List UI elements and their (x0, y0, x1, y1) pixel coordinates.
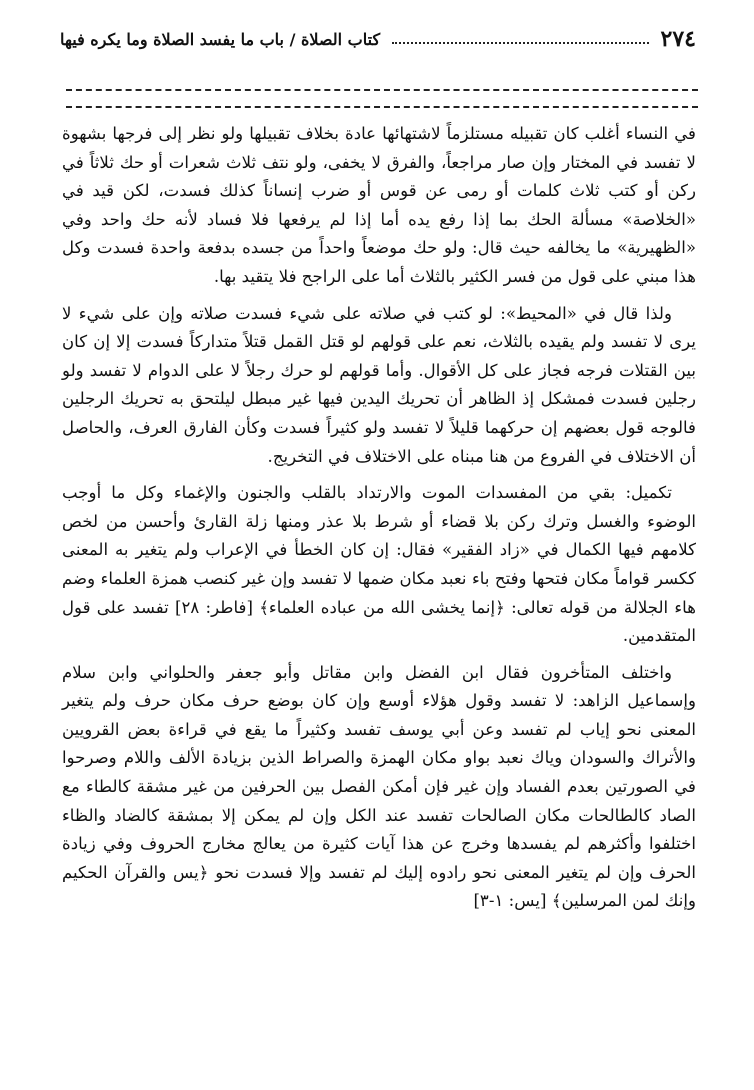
running-header (60, 22, 696, 56)
paragraph-3: تكميل: بقي من المفسدات الموت والارتداد بالقلب والجنون والإغماء وكل ما أوجب الوضوء والغسل وترك ركن بلا قضاء أو شرط بلا عذر ومنها زلة القارئ وأحسن من لخص كلامهم فيها الكمال في «زاد الفقير» فقال: إن كان الخطأ في الإعراب ولم يتغير به المعنى ككسر قواماً مكان فتحها وفتح باء نعبد مكان ضمها لا تفسد وإن غير كنصب همزة العلماء وضم هاء الجلالة من قوله تعالى: ﴿إنما يخشى الله من عباده العلماء﴾ [فاطر: ٢٨] تفسد على قول المتقدمين. (62, 483, 696, 646)
header-rule-top (66, 89, 698, 91)
paragraph-4: واختلف المتأخرون فقال ابن الفضل وابن مقاتل وأبو جعفر والحلواني وابن سلام وإسماعيل الزاهد: لا تفسد وقول هؤلاء أوسع وإن كان بوضع حرف مكان حرف ولم يتغير المعنى نحو إياب لم تفسد وعن أبي يوسف تفسد وكثيراً ما يقع في قراءة بعض القرويين والأتراك والسودان وياك نعبد بواو مكان الهمزة والصراط الذين بزيادة الألف واللام وصرحوا في الصورتين بعدم الفساد وإن غير فإن أمكن الفصل بين الحرفين من غير مشقة كالطاء مع الصاد كالطالحات مكان الصالحات تفسد عند الكل وإن لم يمكن إلا بمشقة كالضاد والظاء اختلفوا وأكثرهم لم يفسدها وخرج عن هذا آيات كثيرة من يعالج مخارج الحروف وفي زيادة الحرف وإن لم يتغير المعنى نحو رادوه إليك لم تفسد وإلا فسدت نحو ﴿يس والقرآن الحكيم وإنك لمن المرسلين﴾ [يس: ١-٣] (62, 662, 696, 911)
header-title: كتاب الصلاة / باب ما يفسد الصلاة وما يكره فيها (60, 29, 381, 49)
body-text (62, 120, 696, 924)
header-dotted-leader (392, 42, 648, 44)
header-rule-bottom (66, 106, 698, 108)
page-number: ٢٧٤ (660, 26, 696, 52)
paragraph-1: في النساء أغلب كان تقبيله مستلزماً لاشتهائها عادة بخلاف تقبيلها ولو نظر إلى فرجها بشهوة لا تفسد في المختار وإن صار مراجعاً، والفرق لا يخفى، ولو نتف ثلاث شعرات أو حك ثلاثاً في ركن أو كتب ثلاث كلمات أو رمى عن قوس أو ضرب إنساناً كذلك فسدت، لكن قيد في «الخلاصة» مسألة الحك بما إذا رفع يده أما إذا لم يرفعها فلا فساد لأنه حك واحد وفي «الظهيرية» ما يخالفه حيث قال: ولو حك موضعاً واحداً من جسده بدفعة واحدة فسدت وكل هذا مبني على قول من فسر الكثير بالثلاث أما على الراجح فلا يتقيد بها. (62, 124, 696, 286)
paragraph-2: ولذا قال في «المحيط»: لو كتب في صلاته على شيء فسدت صلاته وإن على شيء لا يرى لا تفسد ولم يقيده بالثلاث، نعم على قولهم لو قتل القمل قتلاً متداركاً فسدت إلا إن كان بين القتلات فرجه فجاز على كل الأقوال. وأما قولهم لو حرك رجلاً لا على الدوام لا تفسد ولو رجلين فسدت فمشكل إذ الظاهر أن تحريك اليدين فيها غير مبطل ليلتحق به تحريك الرجلين فالوجه قول بعضهم إن حركهما قليلاً لا تفسد ولو كثيراً فسدت وكأن الفارق العرف، والحاصل أن الاختلاف في الفروع من هنا مبناه على الاختلاف في التخريج. (62, 303, 696, 466)
